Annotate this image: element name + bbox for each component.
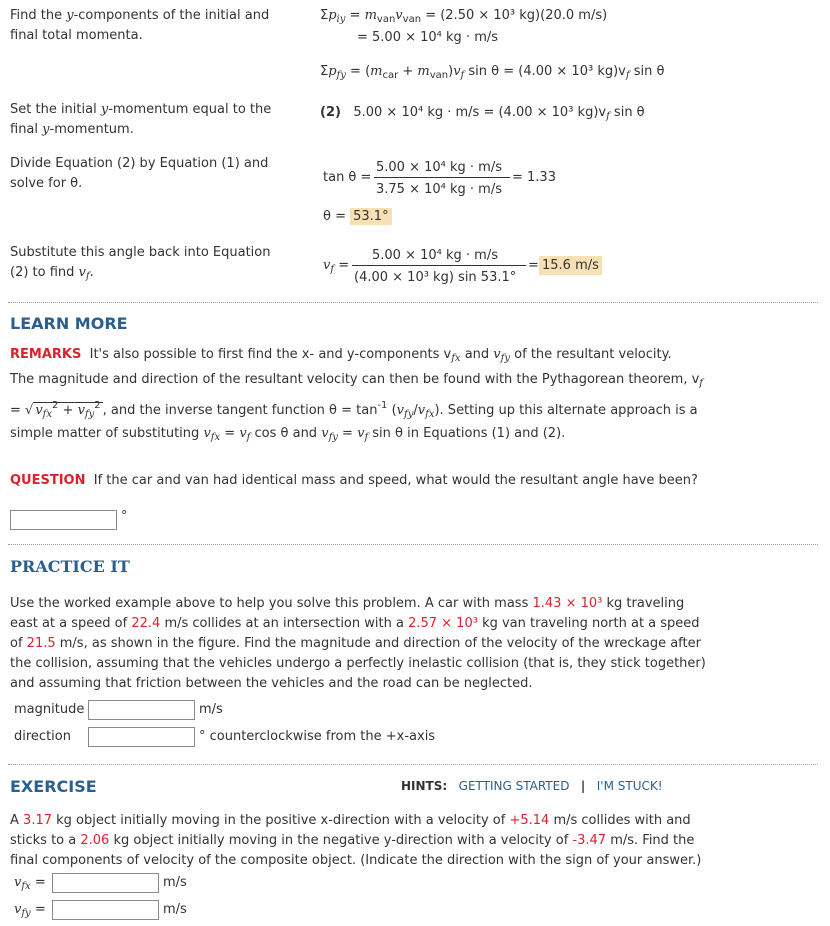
remarks-line-1: REMARKS It's also possible to first find the x- and y-components $v_{fx}$ and $v_{fy}$ of the resultant velocity. bbox=[10, 347, 672, 364]
hint-im-stuck-link[interactable]: I'M STUCK! bbox=[596, 779, 663, 793]
magnitude-label: magnitude bbox=[14, 702, 85, 717]
exercise-problem-text: A 3.17 kg object initially moving in the positive x-direction with a velocity of +5.14 m/s collides with and sticks to a 2.06 kg object initially moving in the negative y-direction with a velocity of -3.47 m/s. Find the final components of velocity of the composite object. (Indicate the direction with the sign of your answer.) bbox=[10, 813, 702, 868]
magnitude-unit: m/s bbox=[199, 702, 223, 717]
step1-description: Find the y-components of the initial and final total momenta. bbox=[10, 8, 270, 43]
theta-equation: θ = 53.1° bbox=[323, 209, 392, 224]
learn-more-heading: LEARN MORE bbox=[10, 314, 128, 333]
direction-label: direction bbox=[14, 729, 71, 744]
equation-py-result: = 5.00 × 10⁴ kg · m/s bbox=[357, 30, 499, 45]
vf-fraction-line bbox=[352, 265, 526, 266]
step4-description: Substitute this angle back into Equation (2) to find $v_f$. bbox=[10, 245, 271, 282]
divider bbox=[8, 544, 818, 545]
question-unit: ° bbox=[121, 509, 128, 524]
question-answer-input[interactable] bbox=[10, 510, 117, 530]
vfx-input[interactable] bbox=[52, 873, 159, 893]
vfy-input[interactable] bbox=[52, 900, 159, 920]
equation-2: (2) 5.00 × 10⁴ kg · m/s = (4.00 × 10³ $kg)v_f$ sin θ bbox=[320, 105, 645, 122]
step2-description: Set the initial y-momentum equal to the final y-momentum. bbox=[10, 102, 272, 137]
vf-denominator: (4.00 × 10³ kg) sin 53.1° bbox=[354, 270, 517, 285]
equation-py-final: $\Sigma p_{fy} = (m_{car} + m_{van})v_f$ sin θ = (4.00 × 10³ $kg)v_f$ sin θ bbox=[320, 64, 665, 81]
tan-result: = 1.33 bbox=[512, 170, 556, 185]
vfx-label: $v_{fx}$ = bbox=[14, 875, 46, 892]
vf-equals: = bbox=[528, 258, 539, 273]
practice-problem-text: Use the worked example above to help you solve this problem. A car with mass 1.43 × 10³ kg traveling east at a speed of 22.4 m/s collides at an intersection with a 2.57 × 10³ kg van traveling north at a speed of 21.5 m/s, as shown in the figure. Find the magnitude and direction of the velocity of the wreckage after the collision, assuming that the vehicles undergo a perfectly inelastic collision (that is, they stick together) and assuming that friction between the vehicles and the road can be neglected. bbox=[10, 596, 706, 691]
remarks-line-2: The magnitude and direction of the resultant velocity can then be found with the Pythagorean theorem, $v_f$ bbox=[10, 372, 703, 389]
remarks-line-4: simple matter of substituting $v_{fx} = v_f$ cos θ and $v_{fy} = v_f$ sin θ in Equations (1) and (2). bbox=[10, 426, 566, 443]
vfy-label: $v_{fy}$ = bbox=[14, 902, 46, 919]
magnitude-input[interactable] bbox=[88, 700, 195, 720]
practice-heading: PRACTICE IT bbox=[10, 557, 130, 576]
direction-unit: ° counterclockwise from the +x-axis bbox=[199, 729, 436, 744]
divider bbox=[8, 764, 818, 765]
vf-numerator: 5.00 × 10⁴ kg · m/s bbox=[372, 248, 498, 263]
equation-py-initial: $\Sigma p_{iy} = m_{van}v_{van} = (2.50 \times 10^3$ kg)(20.0 m/s) bbox=[320, 8, 608, 25]
remarks-line-3: = √ $v_{fx}^2 + v_{fy}^2$ , and the inverse tangent function $\theta = \tan^{-1} (v_{fy}/v_{fx})$. Setting up this alternate approach is a bbox=[10, 400, 698, 420]
theta-result: 53.1° bbox=[350, 208, 391, 225]
vfx-unit: m/s bbox=[163, 875, 187, 890]
exercise-heading: EXERCISE bbox=[10, 777, 97, 796]
tan-numerator: 5.00 × 10⁴ kg · m/s bbox=[376, 160, 502, 175]
vf-label: $v_f$ = bbox=[323, 258, 350, 275]
question-text: QUESTION If the car and van had identical mass and speed, what would the resultant angle have been? bbox=[10, 473, 698, 488]
tan-theta-label: tan θ = bbox=[323, 170, 372, 185]
tan-fraction-line bbox=[374, 177, 510, 178]
direction-input[interactable] bbox=[88, 727, 195, 747]
hint-getting-started-link[interactable]: GETTING STARTED bbox=[458, 779, 570, 793]
hints-bar: HINTS: GETTING STARTED | I'M STUCK! bbox=[401, 779, 663, 793]
vf-result: 15.6 m/s bbox=[539, 256, 602, 275]
vfy-unit: m/s bbox=[163, 902, 187, 917]
divider bbox=[8, 302, 818, 303]
tan-denominator: 3.75 × 10⁴ kg · m/s bbox=[376, 182, 502, 197]
step3-description: Divide Equation (2) by Equation (1) and solve for θ. bbox=[10, 156, 269, 191]
